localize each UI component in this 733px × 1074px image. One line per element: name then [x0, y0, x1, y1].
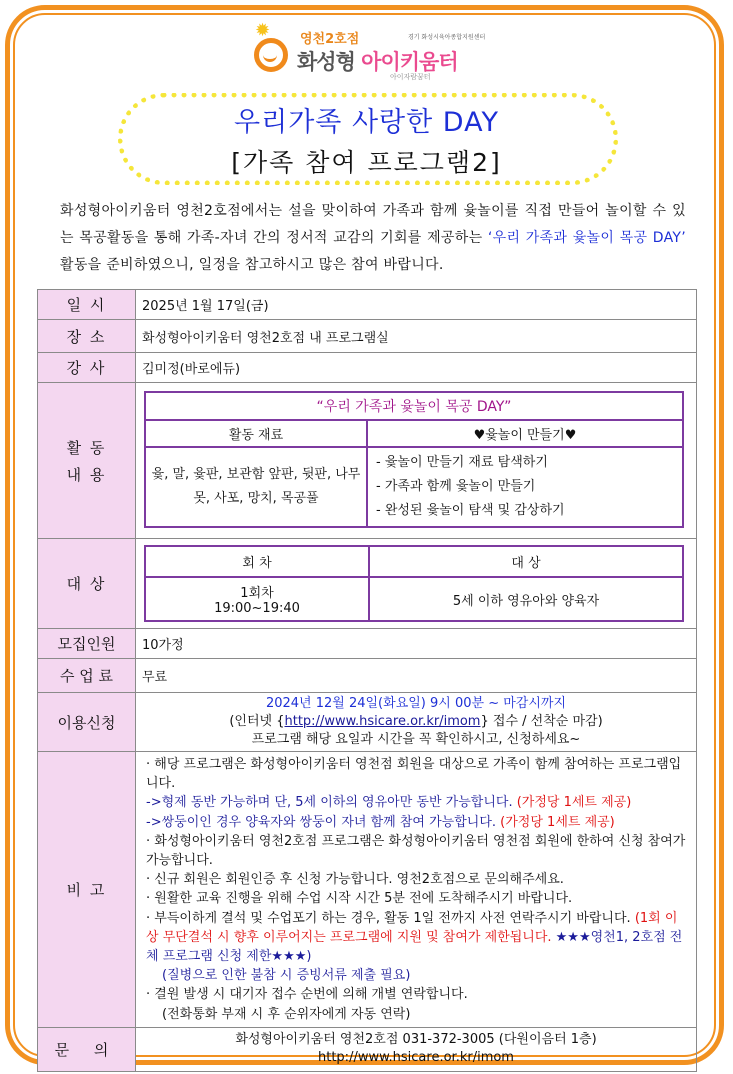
- materials-list: 윷, 말, 윷판, 보관함 앞판, 뒷판, 나무못, 사포, 망치, 목공풀: [145, 447, 367, 527]
- apply-method-a: (인터넷 {: [229, 714, 285, 729]
- place-value: 화성형아이키움터 영천2호점 내 프로그램실: [136, 320, 697, 353]
- row-fee: [38, 659, 697, 693]
- target-label: 대 상: [38, 539, 136, 629]
- intro-highlight: ‘우리 가족과 윷놀이 목공 DAY’: [487, 230, 686, 246]
- logo-agency: 경기 화성시육아종합지원센터: [408, 34, 486, 41]
- capacity-label: 모집인원: [38, 629, 136, 659]
- session-value: 1회차: [240, 586, 274, 601]
- note-item: · 신규 회원은 회원인증 후 신청 가능합니다. 영천2호점으로 문의해주세요.: [146, 872, 564, 888]
- row-notes: [38, 752, 697, 1028]
- step-item: - 완성된 윷놀이 탐색 및 감상하기: [376, 503, 565, 518]
- fee-label: 수 업 료: [38, 659, 136, 693]
- session-time: 19:00~19:40: [214, 601, 300, 616]
- fee-value: 무료: [136, 659, 697, 693]
- contact-url-link[interactable]: http://www.hsicare.or.kr/imom: [318, 1050, 514, 1066]
- note-set-1: (가정당 1세트 제공): [516, 795, 632, 811]
- note-item: · 화성형아이키움터 영천2호점 프로그램은 화성형아이키움터 영천점 회원에 한하여 신청 참여가 가능합니다.: [146, 833, 686, 869]
- row-place: [38, 320, 697, 353]
- note-item: [146, 813, 688, 832]
- apply-cell: [136, 693, 697, 752]
- note-item: (전화통화 부재 시 후 순위자에게 자동 연락): [162, 1006, 411, 1022]
- logo-sub: 아이자람꿈터: [390, 73, 431, 81]
- page-title: 우리가족 사랑한 DAY: [234, 107, 499, 138]
- apply-method: [142, 713, 690, 731]
- capacity-value: 10가정: [136, 629, 697, 659]
- materials-header: 활동 재료: [145, 420, 367, 447]
- session-header: 회 차: [145, 546, 369, 577]
- row-target: [38, 539, 697, 629]
- logo: [250, 22, 490, 84]
- logo-name-b: 아이키움터: [361, 50, 458, 74]
- row-activity: [38, 383, 697, 539]
- apply-method-b: } 접수 / 선착순 마감): [480, 714, 603, 729]
- intro-paragraph: [60, 198, 686, 279]
- notes-label: 비 고: [38, 752, 136, 1028]
- activity-cell: [136, 383, 697, 539]
- steps-list: [367, 447, 683, 527]
- note-restriction: ★★★영천1, 2호점 전체 프로그램 신청 제한★★★): [146, 929, 683, 965]
- activity-table: [144, 391, 684, 528]
- row-contact: [38, 1027, 697, 1071]
- instructor-value: 김미정(바로에듀): [136, 353, 697, 383]
- note-sibling: ->형제 동반 가능하며 단, 5세 이하의 영유아만 동반 가능합니다.: [146, 795, 517, 811]
- row-apply: [38, 693, 697, 752]
- star-icon: ✹: [255, 20, 271, 41]
- making-header: ♥윷놀이 만들기♥: [367, 420, 683, 447]
- note-item: · 해당 프로그램은 화성형아이키움터 영천점 회원을 대상으로 가족이 함께 참여하는 프로그램입니다.: [146, 757, 682, 792]
- row-capacity: [38, 629, 697, 659]
- note-item: · 원활한 교육 진행을 위해 수업 시작 시간 5분 전에 도착해주시기 바랍니다.: [146, 891, 573, 907]
- target-header: 대 상: [369, 546, 683, 577]
- apply-label: 이용신청: [38, 693, 136, 752]
- apply-deadline: 2024년 12월 24일(화요일) 9시 00분 ~ 마감시까지: [265, 696, 567, 711]
- activity-label-2: 내 용: [66, 465, 107, 484]
- note-item: · 결원 발생 시 대기자 접수 순번에 의해 개별 연락합니다.: [146, 987, 468, 1003]
- activity-label-1: 활 동: [66, 438, 107, 457]
- note-absence: · 부득이하게 결석 및 수업포기 하는 경우, 활동 1일 전까지 사전 연락주시기 바랍니다.: [146, 910, 635, 926]
- note-item: [146, 793, 688, 812]
- intro-text-a: 화성형아이키움터 영천2호점에서는 설을 맞이하여 가족과 함께 윷놀이를 직접 만들어 놀이할 수 있는 목공활동을 통해 가족-자녀 간의 정서적 교감의 기회를 제공하는: [60, 203, 686, 246]
- activity-label: [38, 383, 136, 539]
- contact-cell: [136, 1027, 697, 1071]
- apply-url-link[interactable]: http://www.hsicare.or.kr/imom: [284, 714, 481, 729]
- instructor-label: 강 사: [38, 353, 136, 383]
- step-item: - 가족과 함께 윷놀이 만들기: [376, 479, 536, 494]
- step-item: - 윷놀이 만들기 재료 탐색하기: [376, 455, 548, 470]
- notes-cell: [136, 752, 697, 1028]
- date-label: 일 시: [38, 290, 136, 320]
- target-table: [144, 545, 684, 622]
- date-value: 2025년 1월 17일(금): [136, 290, 697, 320]
- note-item: (질병으로 인한 불참 시 증빙서류 제출 필요): [162, 968, 411, 984]
- logo-branch: 영천2호점: [300, 32, 360, 47]
- note-item: [146, 909, 688, 967]
- target-value: 5세 이하 영유아와 양육자: [369, 577, 683, 621]
- page-subtitle: [가족 참여 프로그램2]: [231, 148, 502, 177]
- note-set-2: (가정당 1세트 제공): [500, 814, 615, 830]
- session-cell: [145, 577, 369, 621]
- logo-name: [297, 46, 458, 76]
- place-label: 장 소: [38, 320, 136, 353]
- info-table: [37, 289, 697, 1072]
- row-instructor: [38, 353, 697, 383]
- program-title: “우리 가족과 윷놀이 목공 DAY”: [145, 392, 683, 420]
- apply-check: 프로그램 해당 요일과 시간을 꼭 확인하시고, 신청하세요~: [251, 732, 581, 747]
- logo-name-a: 화성형: [297, 50, 362, 74]
- note-absence-warning: (1회 이상 무단결석 시 향후 이루어지는 프로그램에 지원 및 참여가 제한됩니다.: [146, 910, 678, 945]
- contact-label: 문 의: [38, 1027, 136, 1071]
- row-date: [38, 290, 697, 320]
- note-twins: ->쌍둥이인 경우 양육자와 쌍둥이 자녀 함께 참여 가능합니다.: [146, 814, 501, 830]
- intro-text-b: 활동을 준비하였으니, 일정을 참고하시고 많은 참여 바랍니다.: [60, 257, 444, 273]
- target-cell: [136, 539, 697, 629]
- contact-line: 화성형아이키움터 영천2호점 031-372-3005 (다원이음터 1층): [235, 1032, 597, 1048]
